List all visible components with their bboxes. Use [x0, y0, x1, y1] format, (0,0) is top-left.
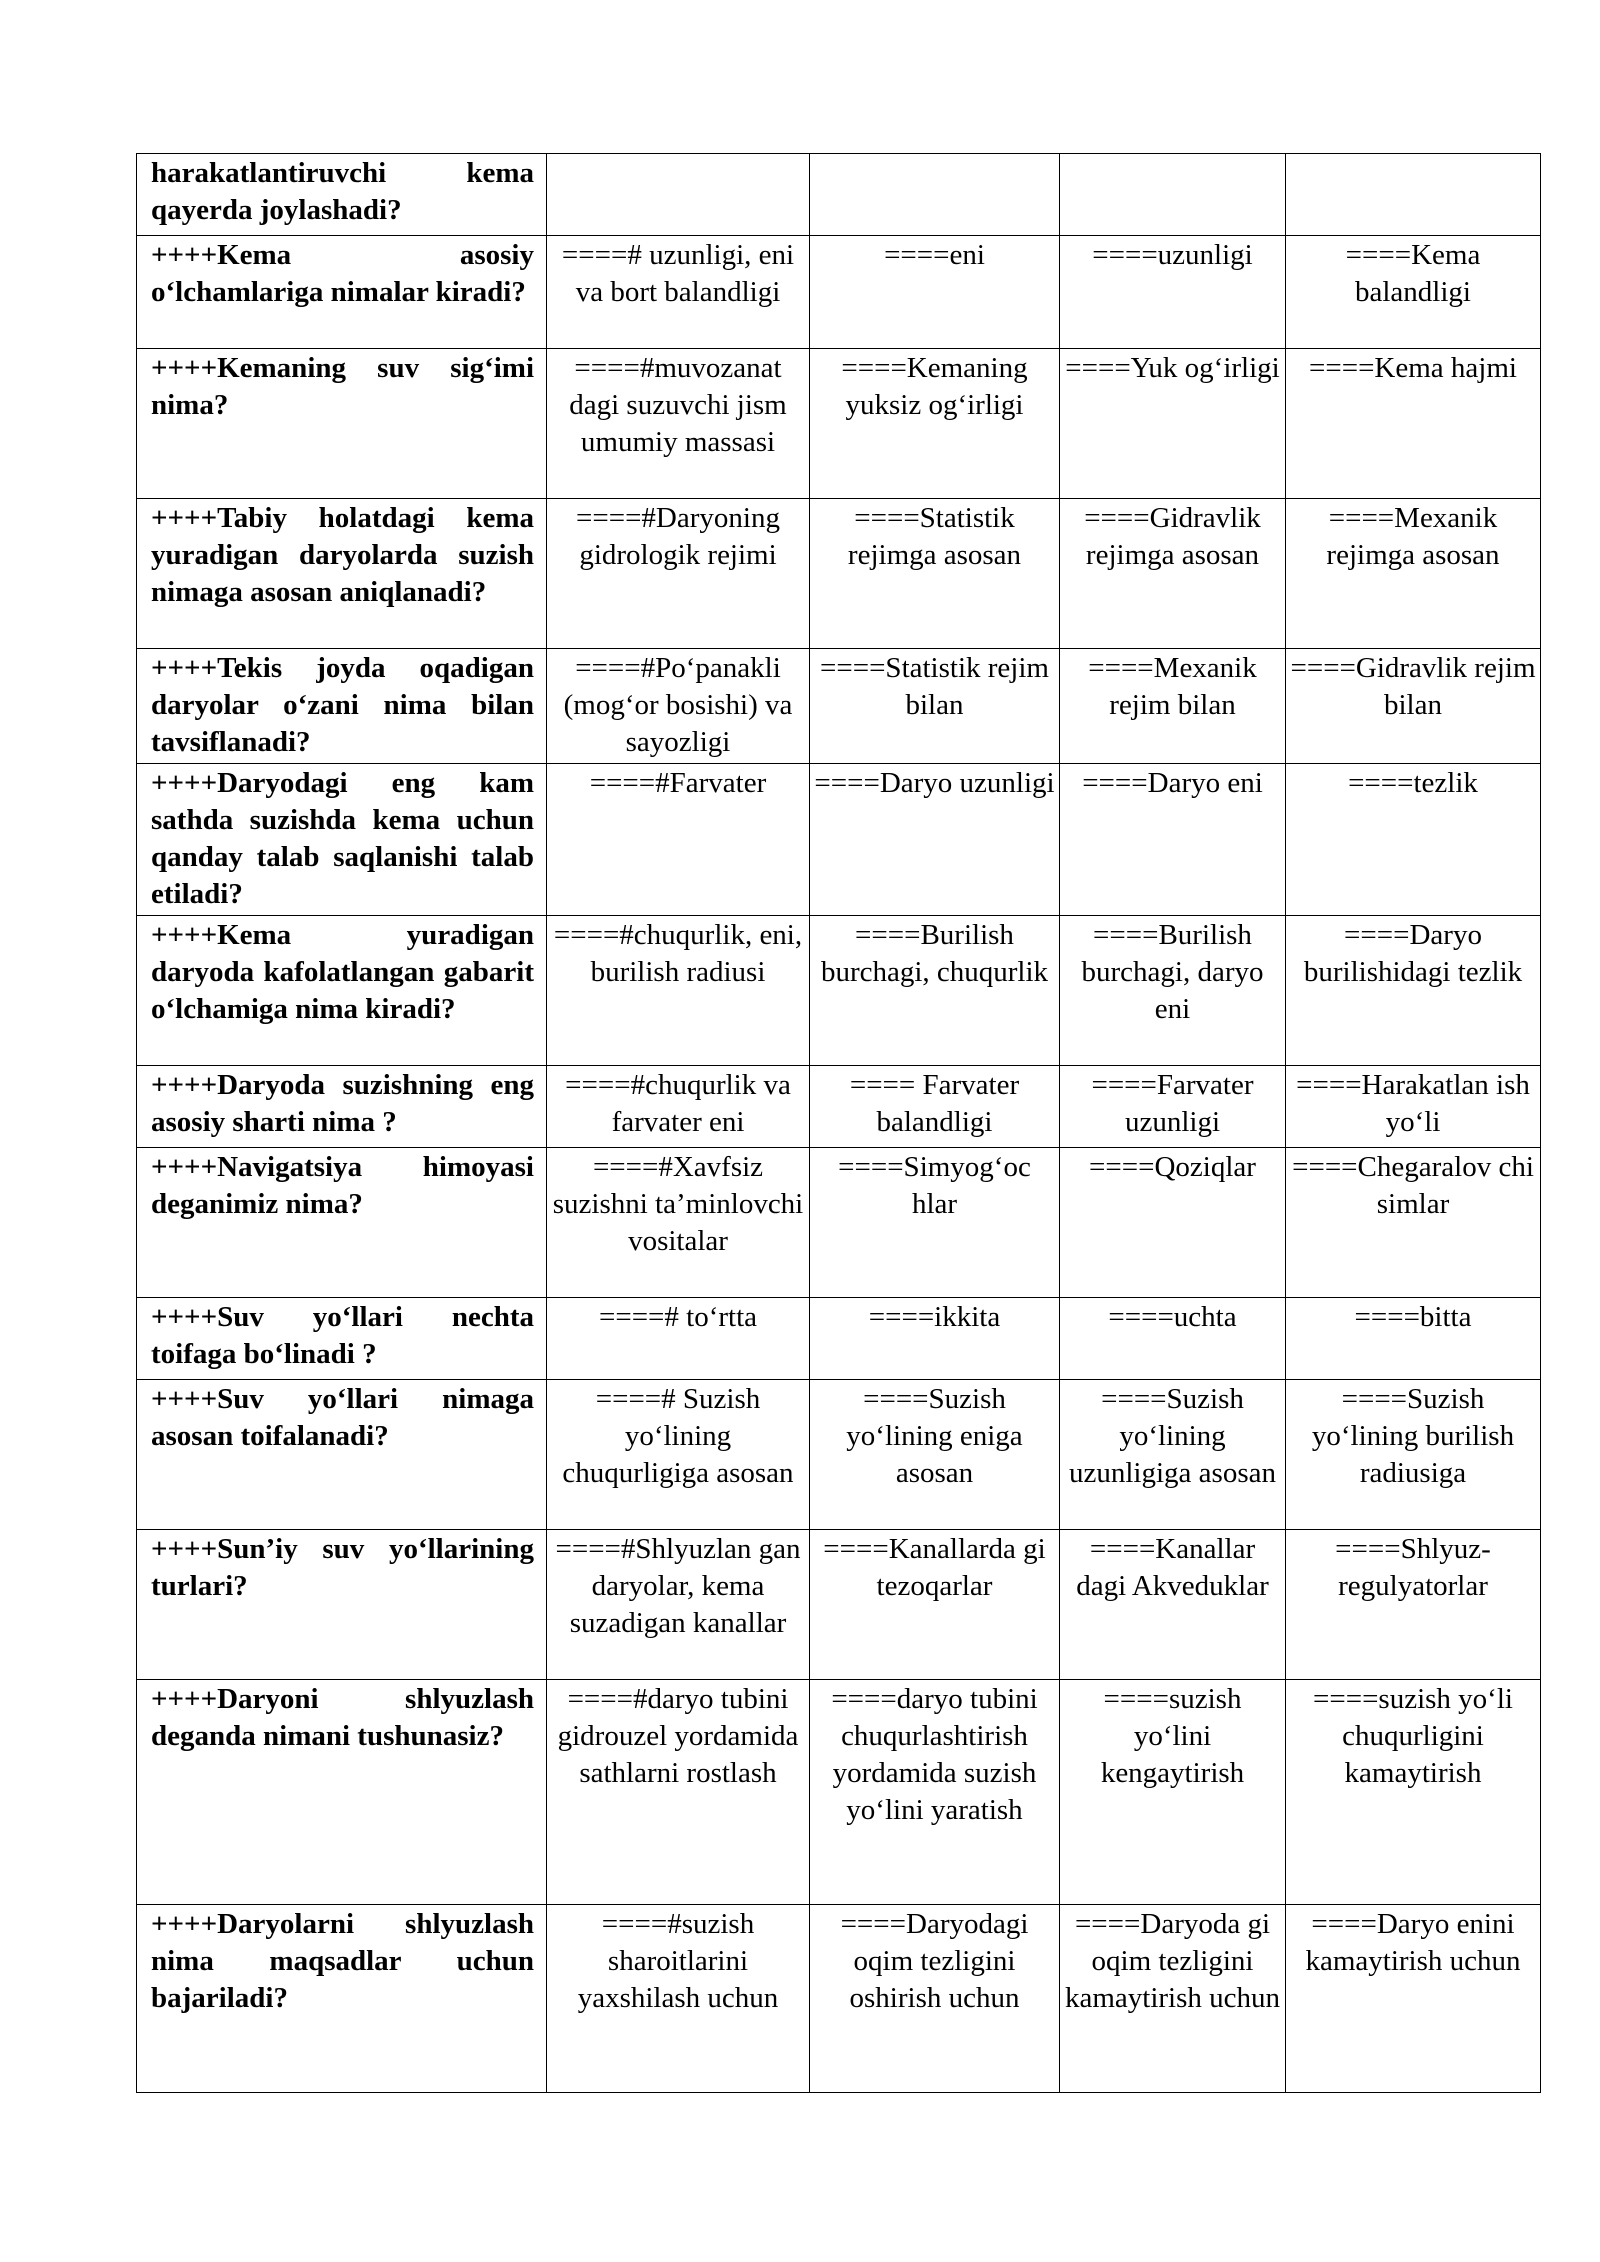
- answer-cell-1: ====#muvozanat dagi suzuvchi jism umumiy massasi: [547, 349, 810, 499]
- answer-cell-4: [1286, 154, 1541, 236]
- answer-cell-4: ====Suzish yo‘lining burilish radiusiga: [1286, 1380, 1541, 1530]
- answer-cell-2: [810, 154, 1060, 236]
- answer-cell-4: ====Kema hajmi: [1286, 349, 1541, 499]
- answer-cell-2: ====Statistik rejim bilan: [810, 649, 1060, 764]
- table-row: [137, 154, 1541, 236]
- answer-cell-3: ====Daryoda gi oqim tezligini kamaytirish uchun: [1060, 1905, 1286, 2093]
- answer-cell-1: ====#Po‘panakli (mog‘or bosishi) va sayozligi: [547, 649, 810, 764]
- questions-table: [136, 153, 1541, 2093]
- answer-cell-1: ====#Farvater: [547, 764, 810, 916]
- answer-cell-2: ====Daryodagi oqim tezligini oshirish uchun: [810, 1905, 1060, 2093]
- answer-cell-3: ====uchta: [1060, 1298, 1286, 1380]
- answer-cell-1: [547, 154, 810, 236]
- answer-cell-1: ====#Shlyuzlan gan daryolar, kema suzadigan kanallar: [547, 1530, 810, 1680]
- answer-cell-4: ====tezlik: [1286, 764, 1541, 916]
- answer-cell-3: ====Burilish burchagi, daryo eni: [1060, 916, 1286, 1066]
- answer-cell-3: ====Farvater uzunligi: [1060, 1066, 1286, 1148]
- answer-cell-1: ====# Suzish yo‘lining chuqurligiga asosan: [547, 1380, 810, 1530]
- answer-cell-2: ====Daryo uzunligi: [810, 764, 1060, 916]
- answer-cell-3: ====uzunligi: [1060, 236, 1286, 349]
- answer-cell-2: ==== Farvater balandligi: [810, 1066, 1060, 1148]
- answer-cell-4: ====Mexanik rejimga asosan: [1286, 499, 1541, 649]
- question-cell: ++++Daryolarni shlyuzlash nima maqsadlar uchun bajariladi?: [137, 1905, 547, 2093]
- answer-cell-4: ====suzish yo‘li chuqurligini kamaytirish: [1286, 1680, 1541, 1905]
- question-cell: ++++Daryodagi eng kam sathda suzishda kema uchun qanday talab saqlanishi talab etiladi?: [137, 764, 547, 916]
- question-cell: ++++Tekis joyda oqadigan daryolar o‘zani nima bilan tavsiflanadi?: [137, 649, 547, 764]
- question-cell: ++++Daryoda suzishning eng asosiy sharti nima ?: [137, 1066, 547, 1148]
- table-row: [137, 499, 1541, 649]
- table-row: [137, 1530, 1541, 1680]
- answer-cell-3: ====Qoziqlar: [1060, 1148, 1286, 1298]
- answer-cell-4: ====Daryo burilishidagi tezlik: [1286, 916, 1541, 1066]
- answer-cell-1: ====#Xavfsiz suzishni ta’minlovchi vositalar: [547, 1148, 810, 1298]
- question-cell: ++++Daryoni shlyuzlash deganda nimani tushunasiz?: [137, 1680, 547, 1905]
- table-row: [137, 1680, 1541, 1905]
- question-cell: ++++Kema asosiy o‘lchamlariga nimalar kiradi?: [137, 236, 547, 349]
- answer-cell-2: ====Kanallarda gi tezoqarlar: [810, 1530, 1060, 1680]
- table-row: [137, 1066, 1541, 1148]
- answer-cell-4: ====Shlyuz-regulyatorlar: [1286, 1530, 1541, 1680]
- answer-cell-1: ====# to‘rtta: [547, 1298, 810, 1380]
- answer-cell-2: ====eni: [810, 236, 1060, 349]
- answer-cell-3: ====Gidravlik rejimga asosan: [1060, 499, 1286, 649]
- answer-cell-2: ====Simyog‘oc hlar: [810, 1148, 1060, 1298]
- answer-cell-2: ====Kemaning yuksiz og‘irligi: [810, 349, 1060, 499]
- answer-cell-4: ====Harakatlan ish yo‘li: [1286, 1066, 1541, 1148]
- answer-cell-2: ====Suzish yo‘lining eniga asosan: [810, 1380, 1060, 1530]
- table-row: [137, 236, 1541, 349]
- question-cell: ++++Tabiy holatdagi kema yuradigan daryolarda suzish nimaga asosan aniqlanadi?: [137, 499, 547, 649]
- answer-cell-2: ====Burilish burchagi, chuqurlik: [810, 916, 1060, 1066]
- question-cell: ++++Suv yo‘llari nechta toifaga bo‘linadi ?: [137, 1298, 547, 1380]
- answer-cell-2: ====daryo tubini chuqurlashtirish yordamida suzish yo‘lini yaratish: [810, 1680, 1060, 1905]
- answer-cell-2: ====ikkita: [810, 1298, 1060, 1380]
- answer-cell-3: ====Suzish yo‘lining uzunligiga asosan: [1060, 1380, 1286, 1530]
- table-row: [137, 764, 1541, 916]
- table-row: [137, 649, 1541, 764]
- question-cell: ++++Sun’iy suv yo‘llarining turlari?: [137, 1530, 547, 1680]
- answer-cell-1: ====#daryo tubini gidrouzel yordamida sathlarni rostlash: [547, 1680, 810, 1905]
- table-row: [137, 916, 1541, 1066]
- answer-cell-3: ====Daryo eni: [1060, 764, 1286, 916]
- answer-cell-3: [1060, 154, 1286, 236]
- table-row: [137, 1905, 1541, 2093]
- question-cell: ++++Navigatsiya himoyasi deganimiz nima?: [137, 1148, 547, 1298]
- answer-cell-1: ====# uzunligi, eni va bort balandligi: [547, 236, 810, 349]
- answer-cell-3: ====Kanallar dagi Akveduklar: [1060, 1530, 1286, 1680]
- answer-cell-4: ====Chegaralov chi simlar: [1286, 1148, 1541, 1298]
- answer-cell-1: ====#chuqurlik va farvater eni: [547, 1066, 810, 1148]
- answer-cell-4: ====Daryo enini kamaytirish uchun: [1286, 1905, 1541, 2093]
- table-row: [137, 1148, 1541, 1298]
- answer-cell-2: ====Statistik rejimga asosan: [810, 499, 1060, 649]
- answer-cell-4: ====bitta: [1286, 1298, 1541, 1380]
- answer-cell-4: ====Gidravlik rejim bilan: [1286, 649, 1541, 764]
- answer-cell-3: ====suzish yo‘lini kengaytirish: [1060, 1680, 1286, 1905]
- answer-cell-3: ====Yuk og‘irligi: [1060, 349, 1286, 499]
- question-cell: ++++Kemaning suv sig‘imi nima?: [137, 349, 547, 499]
- question-cell: harakatlantiruvchi kema qayerda joylashadi?: [137, 154, 547, 236]
- table-row: [137, 1380, 1541, 1530]
- answer-cell-1: ====#suzish sharoitlarini yaxshilash uchun: [547, 1905, 810, 2093]
- answer-cell-1: ====#Daryoning gidrologik rejimi: [547, 499, 810, 649]
- table-row: [137, 349, 1541, 499]
- table-body: [137, 154, 1541, 2093]
- question-cell: ++++Kema yuradigan daryoda kafolatlangan gabarit o‘lchamiga nima kiradi?: [137, 916, 547, 1066]
- answer-cell-4: ====Kema balandligi: [1286, 236, 1541, 349]
- answer-cell-1: ====#chuqurlik, eni, burilish radiusi: [547, 916, 810, 1066]
- answer-cell-3: ====Mexanik rejim bilan: [1060, 649, 1286, 764]
- table-row: [137, 1298, 1541, 1380]
- question-cell: ++++Suv yo‘llari nimaga asosan toifalanadi?: [137, 1380, 547, 1530]
